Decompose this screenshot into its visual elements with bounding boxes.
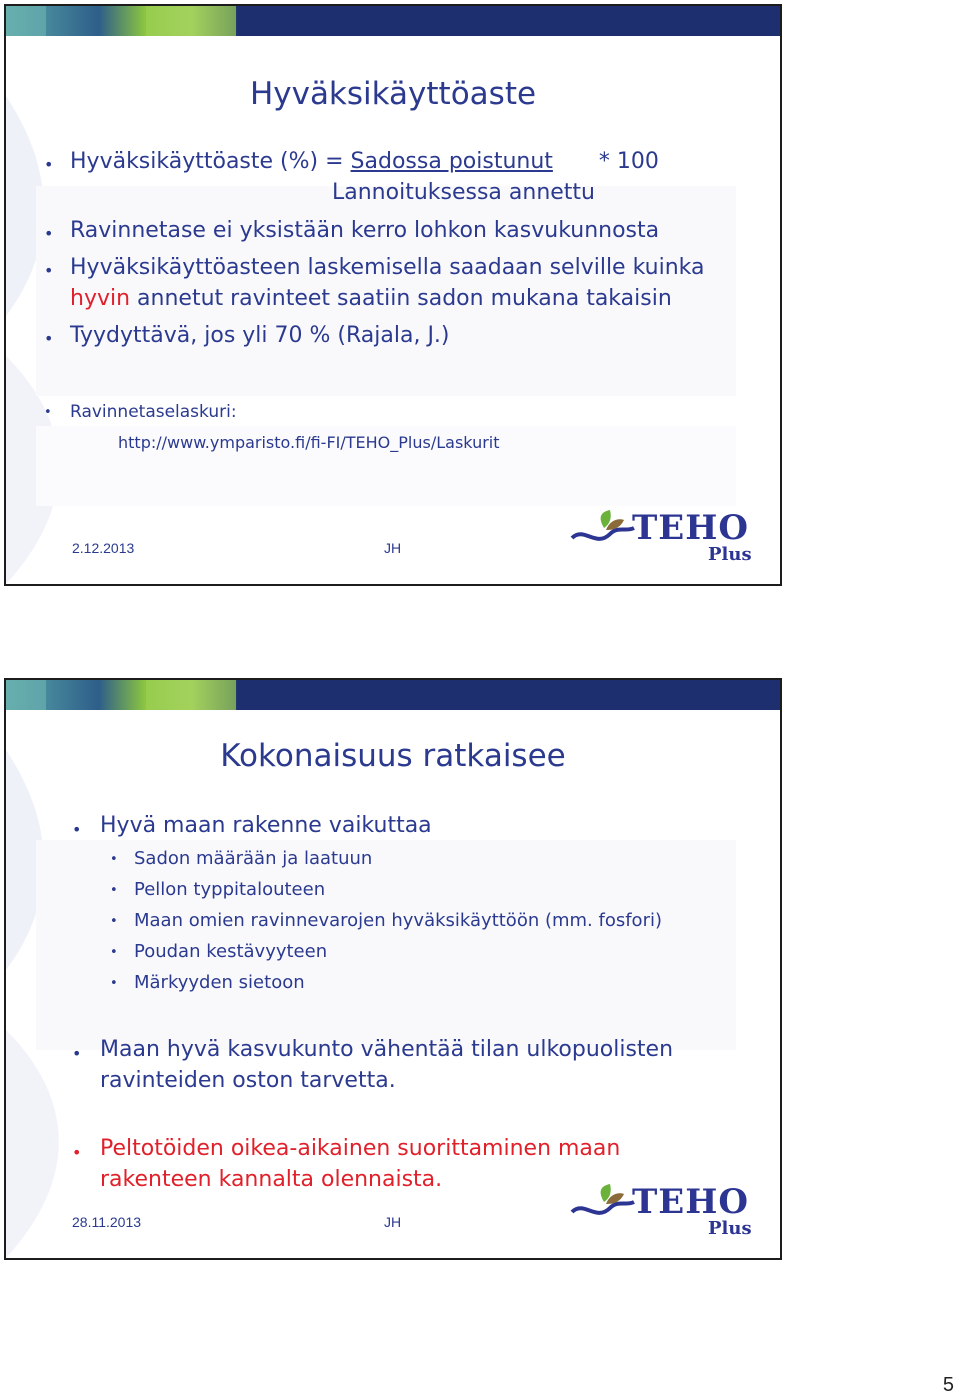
- highlight-word: hyvin: [70, 286, 131, 311]
- page-number: 5: [942, 1374, 954, 1396]
- bullet-ravinnetase: Ravinnetase ei yksistään kerro lohkon kasvukunnosta: [70, 218, 660, 243]
- bullet-kasvukunto-line2: ravinteiden oston tarvetta.: [100, 1068, 396, 1093]
- line2-rest: annetut ravinteet saatiin sadon mukana takaisin: [130, 286, 672, 311]
- formula-numerator: Sadossa poistunut: [350, 149, 553, 174]
- bullet-hyvaksikaytto-line1: Hyväksikäyttöasteen laskemisella saadaan selville kuinka: [70, 255, 705, 280]
- sub-item-markyyden: Märkyyden sietoon: [134, 972, 305, 993]
- footer-author: JH: [384, 1214, 402, 1230]
- bullet-hyva-maan-rakenne: Hyvä maan rakenne vaikuttaa: [100, 813, 432, 838]
- sub-item-sadon: Sadon määrään ja laatuun: [134, 848, 373, 869]
- footer-author: JH: [384, 540, 402, 556]
- formula-denominator: Lannoituksessa annettu: [332, 180, 596, 205]
- bullet-dot-icon: •: [44, 224, 54, 243]
- slide-header-bar: [6, 680, 780, 710]
- leaf-and-wave-icon: [570, 508, 636, 548]
- footer-date: 28.11.2013: [72, 1214, 142, 1230]
- bullet-dot-icon: •: [72, 820, 82, 839]
- slide-2: [4, 678, 782, 1260]
- slide-title: Kokonaisuus ratkaisee: [220, 738, 566, 774]
- bullet-peltotoiden-line1: Peltotöiden oikea-aikainen suorittaminen maan: [100, 1136, 621, 1161]
- logo-text-main: TEHO: [632, 1182, 749, 1222]
- bullet-tyydyttava: Tyydyttävä, jos yli 70 % (Rajala, J.): [70, 323, 450, 348]
- bullet-dot-icon: •: [110, 914, 118, 929]
- slide-header-bar: [6, 6, 780, 36]
- logo-text-sub: Plus: [708, 544, 752, 565]
- footer-date: 2.12.2013: [72, 540, 135, 556]
- bullet-peltotoiden-line2: rakenteen kannalta olennaista.: [100, 1167, 443, 1192]
- bullet-dot-icon: •: [44, 405, 52, 420]
- leaf-and-wave-icon: [570, 1182, 636, 1222]
- bullet-dot-icon: •: [44, 329, 54, 348]
- logo-text-main: TEHO: [632, 508, 749, 548]
- logo-text-sub: Plus: [708, 1218, 752, 1239]
- bullet-dot-icon: •: [110, 945, 118, 960]
- bullet-hyvaksikaytto-line2: [70, 286, 672, 311]
- sub-item-poudan: Poudan kestävyyteen: [134, 941, 328, 962]
- bullet-dot-icon: •: [72, 1044, 82, 1063]
- bullet-dot-icon: •: [44, 261, 54, 280]
- slide-1: [4, 4, 782, 586]
- teho-plus-logo: [570, 508, 770, 568]
- formula-multiplier: * 100: [598, 149, 659, 174]
- bullet-dot-icon: •: [110, 883, 118, 898]
- bullet-kasvukunto-line1: Maan hyvä kasvukunto vähentää tilan ulkopuolisten: [100, 1037, 674, 1062]
- bullet-dot-icon: •: [110, 976, 118, 991]
- bullet-dot-icon: •: [72, 1143, 82, 1162]
- bullet-dot-icon: •: [44, 155, 54, 174]
- formula-lhs: Hyväksikäyttöaste (%) =: [70, 149, 351, 174]
- teho-plus-logo: [570, 1182, 770, 1242]
- sub-item-pellon: Pellon typpitalouteen: [134, 879, 326, 900]
- bullet-ravinnetaselaskuri: Ravinnetaselaskuri:: [70, 402, 237, 422]
- sub-item-maan-omien: Maan omien ravinnevarojen hyväksikäyttöön (mm. fosfori): [134, 910, 662, 931]
- bullet-dot-icon: •: [110, 852, 118, 867]
- calculator-link[interactable]: http://www.ymparisto.fi/fi-FI/TEHO_Plus/Laskurit: [118, 433, 500, 452]
- slide-title: Hyväksikäyttöaste: [249, 76, 537, 112]
- formula-line: [70, 149, 659, 174]
